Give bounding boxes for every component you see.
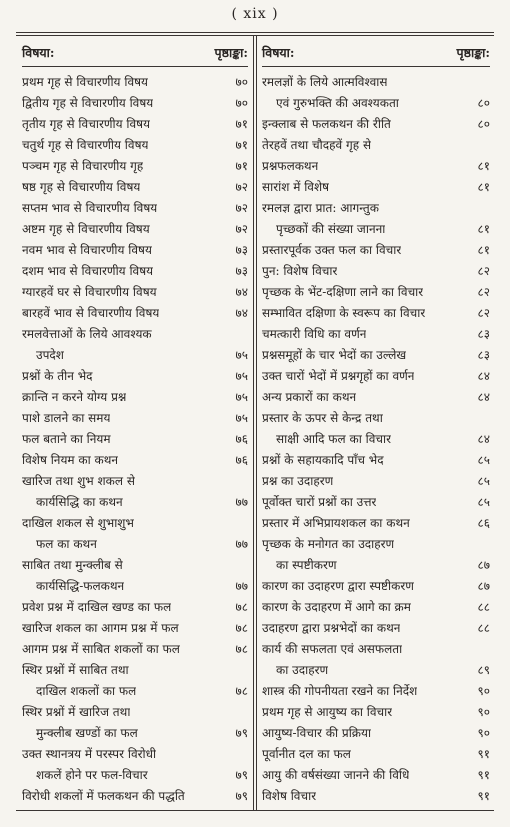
toc-entry: [22, 241, 248, 259]
toc-entry-page: ८९: [477, 663, 490, 677]
toc-entry: [262, 94, 490, 112]
toc-entry-page: ७९: [235, 789, 248, 803]
toc-entry: [22, 388, 248, 406]
topics-heading: विषया:: [262, 45, 295, 60]
toc-entry: [262, 325, 490, 343]
toc-entry-title: अन्य प्रकारों का कथन: [262, 390, 357, 404]
pages-heading: पृष्ठाङ्का:: [456, 45, 490, 60]
column-divider-inner: [256, 35, 257, 810]
toc-entry-title: प्रश्नफलकथन: [262, 159, 319, 173]
toc-entry: [22, 724, 248, 742]
toc-entry: [262, 766, 490, 784]
toc-entry: [22, 619, 248, 637]
toc-entry-page: ७६: [235, 453, 248, 467]
toc-entry-page: ७३: [235, 243, 248, 257]
toc-entry-title: विशेष विचार: [262, 789, 317, 803]
toc-entry: [262, 514, 490, 532]
toc-entry-title: विरोधी शकलों में फलकथन की पद्धति: [22, 789, 185, 803]
toc-entry: [22, 535, 248, 553]
toc-entry-page: ७७: [235, 579, 248, 593]
toc-entry-page: ८२: [477, 264, 490, 278]
toc-entry: [22, 514, 248, 532]
toc-entry: [262, 577, 490, 595]
toc-entry-page: ७५: [235, 348, 248, 362]
toc-entry-page: ७८: [235, 621, 248, 635]
toc-entry: [22, 745, 248, 763]
toc-entry: [262, 388, 490, 406]
toc-entry-title: तेरहवें तथा चौदहवें गृह से: [262, 138, 372, 152]
toc-entry-page: ७३: [235, 264, 248, 278]
toc-entry-title: कार्यसिद्धि-फलकथन: [36, 579, 125, 593]
toc-entry-title: रमलज्ञों के लिये आत्मविश्वास: [262, 75, 388, 89]
toc-entry: [22, 787, 248, 805]
toc-entry-page: ७२: [235, 222, 248, 236]
toc-entry: [262, 493, 490, 511]
toc-entry-title: चतुर्थ गृह से विचारणीय विषय: [22, 138, 149, 152]
toc-entry-page: ८७: [477, 579, 490, 593]
toc-entry: [262, 472, 490, 490]
toc-entry-title: साक्षी आदि फल का विचार: [276, 432, 392, 446]
toc-entry: [262, 556, 490, 574]
toc-entry-title: आयुष्य-विचार की प्रक्रिया: [262, 726, 372, 740]
toc-entry-page: ८१: [477, 222, 490, 236]
toc-entry-page: ७८: [235, 642, 248, 656]
toc-entry-title: साबित तथा मुन्क्लीब से: [22, 558, 123, 572]
toc-entry-page: ९१: [477, 789, 490, 803]
toc-entry-title: सम्भावित दक्षिणा के स्वरूप का विचार: [262, 306, 426, 320]
toc-entry: [22, 262, 248, 280]
toc-entry-title: ग्यारहवें घर से विचारणीय विषय: [22, 285, 157, 299]
toc-entry: [262, 157, 490, 175]
toc-entry: [22, 682, 248, 700]
toc-entry-title: उक्त चारों भेदों में प्रश्नगृहों का वर्णन: [262, 369, 415, 383]
toc-entry-page: ७०: [235, 96, 248, 110]
toc-entry: [262, 703, 490, 721]
toc-entry: [22, 157, 248, 175]
toc-entry: [262, 598, 490, 616]
toc-entry-page: ७२: [235, 201, 248, 215]
toc-entry-page: ९१: [477, 747, 490, 761]
toc-entry: [22, 766, 248, 784]
toc-entry-title: प्रश्न का उदाहरण: [262, 474, 334, 488]
toc-entry-title: खारिज शकल का आगम प्रश्न में फल: [22, 621, 179, 635]
toc-entry: [262, 787, 490, 805]
toc-entry: [22, 703, 248, 721]
toc-entry-page: ८६: [477, 516, 490, 530]
toc-entry: [22, 304, 248, 322]
toc-entry-title: नवम भाव से विचारणीय विषय: [22, 243, 152, 257]
toc-entry: [262, 283, 490, 301]
toc-entry-page: ९०: [477, 684, 490, 698]
toc-entry-title: प्रवेश प्रश्न में दाखिल खण्ड का फल: [22, 600, 172, 614]
toc-entry-page: ७७: [235, 537, 248, 551]
toc-entry-title: चमत्कारी विधि का वर्णन: [262, 327, 367, 341]
toc-entry: [22, 73, 248, 91]
toc-entry: [262, 619, 490, 637]
toc-entry-title: का उदाहरण: [276, 663, 329, 677]
toc-entry-page: ८०: [477, 96, 490, 110]
toc-entry: [262, 724, 490, 742]
toc-entry-page: ८५: [477, 453, 490, 467]
toc-entry-title: प्रथम गृह से विचारणीय विषय: [22, 75, 149, 89]
toc-entry-page: ८४: [477, 369, 490, 383]
toc-entry: [262, 535, 490, 553]
toc-entry-title: प्रस्तार के ऊपर से केन्द्र तथा: [262, 411, 383, 425]
toc-entry-page: ८१: [477, 159, 490, 173]
left-column-header: [22, 42, 248, 64]
toc-entry-page: ८२: [477, 285, 490, 299]
toc-entry-title: फल बताने का नियम: [22, 432, 111, 446]
toc-entry-title: पूर्वानीत दल का फल: [262, 747, 351, 761]
toc-entry: [262, 430, 490, 448]
toc-entry: [22, 283, 248, 301]
toc-entry: [22, 451, 248, 469]
toc-entry-title: विशेष नियम का कथन: [22, 453, 119, 467]
right-toc-list: [262, 73, 490, 805]
toc-entry: [22, 472, 248, 490]
column-divider: [253, 35, 254, 810]
toc-entry: [262, 346, 490, 364]
top-rule: [16, 32, 494, 33]
toc-entry-title: एवं गुरुभक्ति की अवश्यकता: [276, 96, 399, 110]
toc-entry: [22, 94, 248, 112]
bottom-rule: [16, 810, 494, 811]
toc-entry-title: प्रश्नों के सहायकादि पाँच भेद: [262, 453, 384, 467]
toc-entry-title: षष्ठ गृह से विचारणीय विषय: [22, 180, 141, 194]
toc-entry: [22, 640, 248, 658]
header-rule: [262, 66, 490, 67]
toc-entry: [262, 409, 490, 427]
toc-entry-page: ७९: [235, 768, 248, 782]
toc-entry-title: कार्य की सफलता एवं असफलता: [262, 642, 403, 656]
toc-entry-title: कारण के उदाहरण में आगे का क्रम: [262, 600, 411, 614]
right-column-header: [262, 42, 490, 64]
toc-entry-page: ९०: [477, 726, 490, 740]
toc-entry-page: ७५: [235, 369, 248, 383]
toc-entry-title: उदाहरण द्वारा प्रश्नभेदों का कथन: [262, 621, 401, 635]
toc-entry-page: ८०: [477, 117, 490, 131]
toc-entry-page: ८८: [477, 600, 490, 614]
left-toc-list: [22, 73, 248, 805]
toc-entry: [262, 661, 490, 679]
toc-entry-title: क्रान्ति न करने योग्य प्रश्न: [22, 390, 127, 404]
page-number: ( xix ): [231, 6, 279, 22]
toc-entry-title: प्रथम गृह से आयुष्य का विचार: [262, 705, 393, 719]
left-column: [22, 42, 248, 808]
toc-entry-title: शास्त्र की गोपनीयता रखने का निर्देश: [262, 684, 418, 698]
toc-entry-page: ८४: [477, 390, 490, 404]
top-rule-inner: [16, 35, 494, 36]
toc-entry: [262, 640, 490, 658]
toc-entry: [262, 682, 490, 700]
toc-entry: [22, 178, 248, 196]
toc-entry: [22, 430, 248, 448]
toc-entry-title: द्वितीय गृह से विचारणीय विषय: [22, 96, 154, 110]
toc-entry-title: स्थिर प्रश्नों में साबित तथा: [22, 663, 129, 677]
toc-entry: [22, 325, 248, 343]
toc-entry-title: पुन: विशेष विचार: [262, 264, 338, 278]
toc-entry: [262, 451, 490, 469]
toc-entry-page: ८७: [477, 558, 490, 572]
toc-entry-title: प्रस्तार में अभिप्रायशकल का कथन: [262, 516, 410, 530]
toc-entry-page: ७८: [235, 684, 248, 698]
toc-entry-title: बारहवें भाव से विचारणीय विषय: [22, 306, 160, 320]
header-rule: [22, 66, 248, 67]
toc-entry-page: ७१: [235, 138, 248, 152]
toc-entry: [262, 220, 490, 238]
toc-entry-page: ७९: [235, 726, 248, 740]
toc-entry-title: उक्त स्थानत्रय में परस्पर विरोधी: [22, 747, 157, 761]
toc-entry-title: सारांश में विशेष: [262, 180, 330, 194]
toc-entry: [262, 745, 490, 763]
toc-entry-title: स्थिर प्रश्नों में खारिज तथा: [22, 705, 131, 719]
toc-entry: [262, 304, 490, 322]
toc-entry-page: ९०: [477, 705, 490, 719]
toc-entry-title: रमलवेत्ताओं के लिये आवश्यक: [22, 327, 152, 341]
toc-entry-page: ८३: [477, 348, 490, 362]
toc-entry-title: कारण का उदाहरण द्वारा स्पष्टीकरण: [262, 579, 414, 593]
toc-entry-title: दाखिल शकल से शुभाशुभ: [22, 516, 134, 530]
toc-entry-page: ७६: [235, 432, 248, 446]
toc-entry: [22, 199, 248, 217]
toc-entry-title: कार्यसिद्धि का कथन: [36, 495, 123, 509]
toc-entry-page: ८५: [477, 474, 490, 488]
toc-entry-title: फल का कथन: [36, 537, 97, 551]
toc-entry-page: ७४: [235, 306, 248, 320]
toc-entry: [22, 346, 248, 364]
toc-entry-title: प्रश्नसमूहों के चार भेदों का उल्लेख: [262, 348, 407, 362]
toc-entry-page: ८२: [477, 306, 490, 320]
toc-entry-title: पृच्छक के भेंट-दक्षिणा लाने का विचार: [262, 285, 424, 299]
topics-heading: विषया:: [22, 45, 55, 60]
toc-entry-page: ८५: [477, 495, 490, 509]
toc-entry-title: पृच्छकों की संख्या जानना: [276, 222, 386, 236]
toc-entry: [22, 409, 248, 427]
toc-entry: [262, 367, 490, 385]
toc-entry-title: आयु की वर्षसंख्या जानने की विधि: [262, 768, 410, 782]
toc-entry: [262, 115, 490, 133]
toc-entry: [22, 493, 248, 511]
toc-entry-title: प्रस्तारपूर्वक उक्त फल का विचार: [262, 243, 402, 257]
pages-heading: पृष्ठाङ्का:: [214, 45, 248, 60]
toc-entry-page: ९१: [477, 768, 490, 782]
toc-entry-title: दाखिल शकलों का फल: [36, 684, 137, 698]
toc-entry-title: इन्क्लाब से फलकथन की रीति: [262, 117, 391, 131]
toc-entry-title: दशम भाव से विचारणीय विषय: [22, 264, 154, 278]
toc-entry-page: ७५: [235, 411, 248, 425]
toc-entry-title: रमलज्ञ द्वारा प्रात: आगन्तुक: [262, 201, 379, 215]
toc-entry-page: ७०: [235, 75, 248, 89]
toc-entry: [262, 262, 490, 280]
toc-entry-page: ८४: [477, 432, 490, 446]
toc-entry: [262, 73, 490, 91]
toc-entry-title: आगम प्रश्न में साबित शकलों का फल: [22, 642, 180, 656]
toc-entry: [262, 136, 490, 154]
toc-entry: [22, 661, 248, 679]
toc-entry-page: ७२: [235, 180, 248, 194]
toc-entry: [22, 577, 248, 595]
toc-entry-title: सप्तम भाव से विचारणीय विषय: [22, 201, 158, 215]
toc-entry-title: शकलें होने पर फल-विचार: [36, 768, 148, 782]
toc-entry-page: ७१: [235, 117, 248, 131]
toc-entry-title: पूर्वोक्त चारों प्रश्नों का उत्तर: [262, 495, 377, 509]
toc-entry: [22, 556, 248, 574]
toc-entry-title: प्रश्नों के तीन भेद: [22, 369, 93, 383]
toc-entry-page: ८८: [477, 621, 490, 635]
toc-entry-title: तृतीय गृह से विचारणीय विषय: [22, 117, 151, 131]
toc-entry-title: उपदेश: [36, 348, 64, 362]
toc-entry-title: पृच्छक के मनोगत का उदाहरण: [262, 537, 395, 551]
toc-entry-title: का स्पष्टीकरण: [276, 558, 337, 572]
toc-entry-page: ८१: [477, 180, 490, 194]
toc-entry-title: मुन्क्लीब खण्डों का फल: [36, 726, 138, 740]
toc-entry: [22, 136, 248, 154]
toc-entry-title: अष्टम गृह से विचारणीय विषय: [22, 222, 150, 236]
toc-entry: [262, 241, 490, 259]
toc-entry: [262, 178, 490, 196]
toc-entry-page: ७४: [235, 285, 248, 299]
toc-entry: [22, 220, 248, 238]
toc-entry-page: ७७: [235, 495, 248, 509]
toc-entry-page: ७१: [235, 159, 248, 173]
toc-entry: [262, 199, 490, 217]
toc-entry: [22, 598, 248, 616]
toc-entry-page: ७८: [235, 600, 248, 614]
toc-entry: [22, 115, 248, 133]
toc-entry-title: खारिज तथा शुभ शकल से: [22, 474, 135, 488]
toc-entry: [22, 367, 248, 385]
toc-entry-title: पञ्चम गृह से विचारणीय गृह: [22, 159, 144, 173]
toc-entry-page: ८१: [477, 243, 490, 257]
right-column: [262, 42, 490, 808]
toc-entry-page: ७५: [235, 390, 248, 404]
toc-entry-page: ८३: [477, 327, 490, 341]
toc-entry-title: पाशे डालने का समय: [22, 411, 111, 425]
